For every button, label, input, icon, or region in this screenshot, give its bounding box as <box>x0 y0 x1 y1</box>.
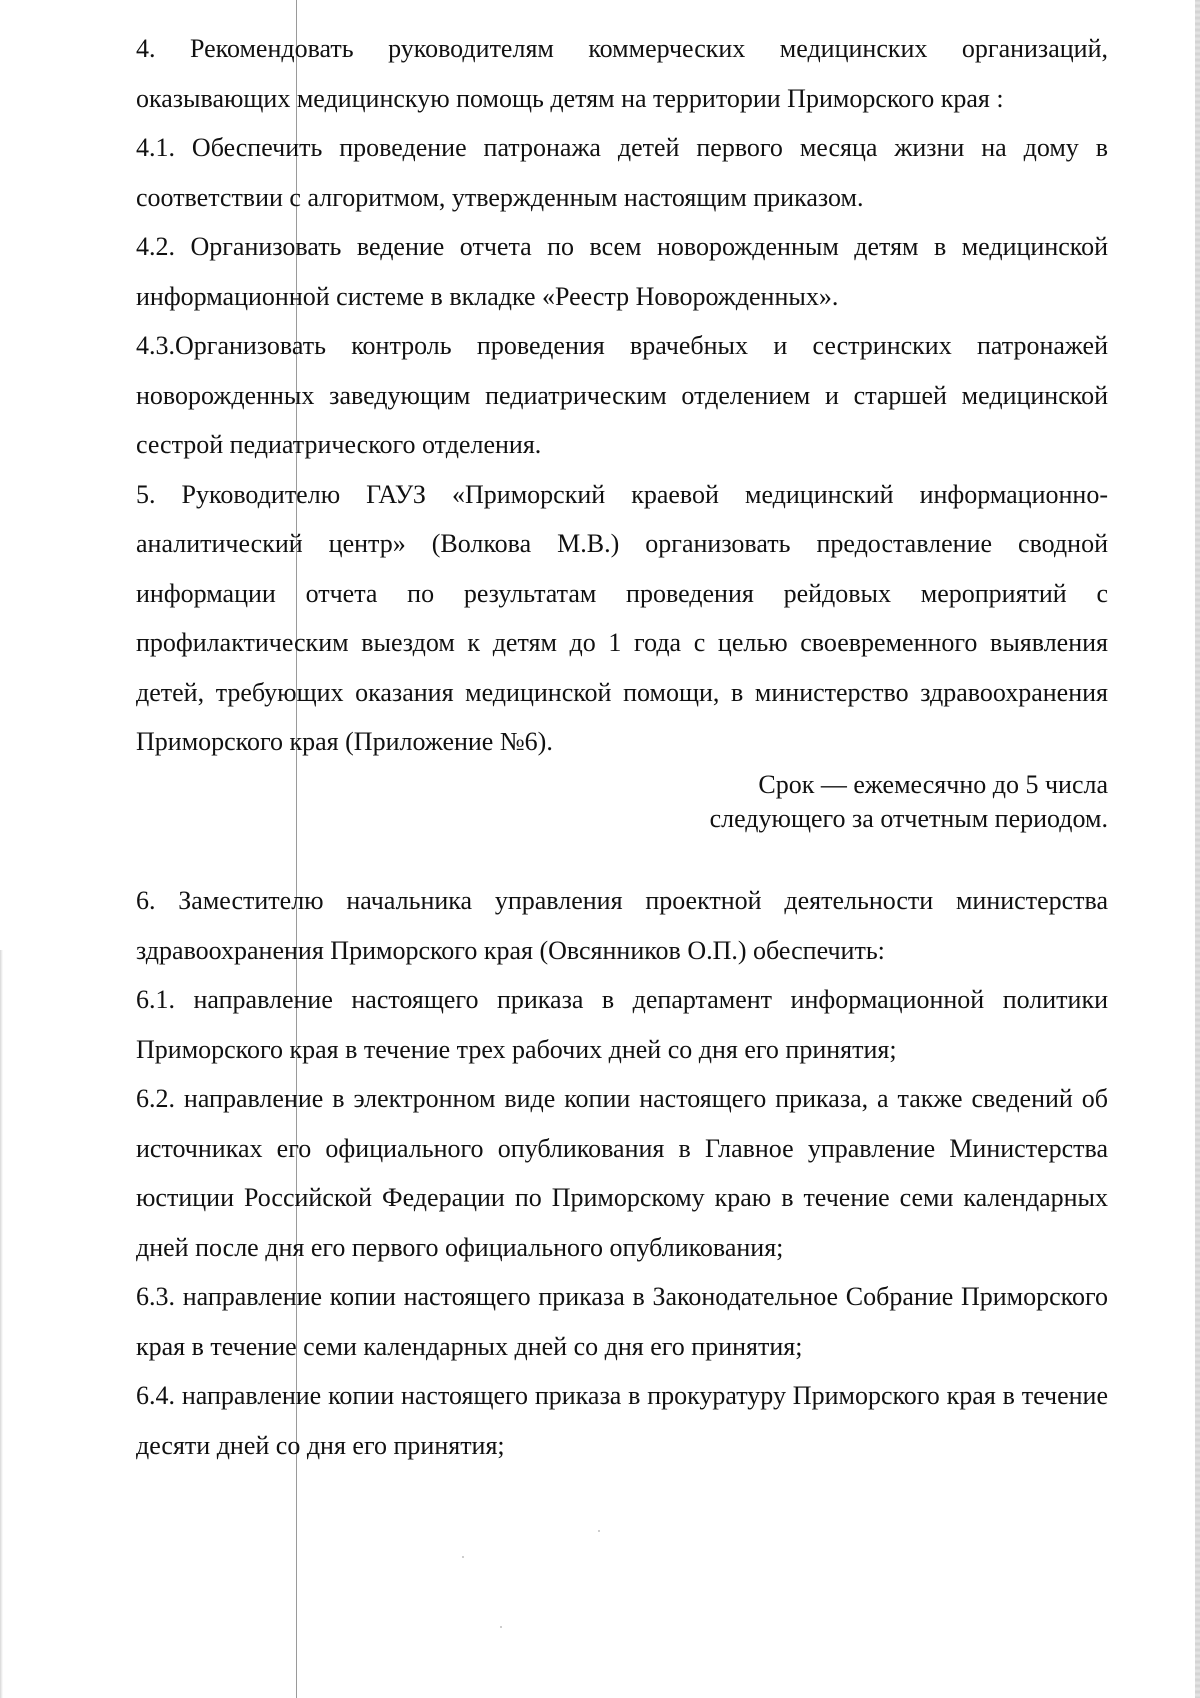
scan-speck <box>500 1626 502 1628</box>
deadline-block <box>710 768 1108 836</box>
document-body-top <box>136 24 1108 767</box>
paragraph-6: 6. Заместителю начальника управления проектной деятельности министерства здравоохранения Приморского края (Овсянников О.П.) обеспечить: <box>136 886 1108 965</box>
paragraph-6-3: 6.3. направление копии настоящего приказа в Законодательное Собрание Приморского края в течение семи календарных дней со дня его принятия; <box>136 1282 1108 1361</box>
paragraph-6-2: 6.2. направление в электронном виде копии настоящего приказа, а также сведений об источниках его официального опубликования в Главное управление Министерства юстиции Российской Федерации по Приморскому краю в течение семи календарных дней после дня его первого официального опубликования; <box>136 1084 1108 1262</box>
paragraph-4: 4. Рекомендовать руководителям коммерческих медицинских организаций, оказывающих медицинскую помощь детям на территории Приморского края : <box>136 34 1108 113</box>
document-body-bottom <box>136 876 1108 1470</box>
deadline-line-2: следующего за отчетным периодом. <box>709 804 1108 833</box>
paragraph-4-3: 4.3.Организовать контроль проведения врачебных и сестринских патронажей новорожденных заведующим педиатрическим отделением и старшей медицинской сестрой педиатрического отделения. <box>136 331 1108 459</box>
deadline-line-1: Срок — ежемесячно до 5 числа <box>758 770 1108 799</box>
paragraph-6-1: 6.1. направление настоящего приказа в департамент информационной политики Приморского края в течение трех рабочих дней со дня его принятия; <box>136 985 1108 1064</box>
scan-speck <box>598 1530 600 1532</box>
paragraph-4-2: 4.2. Организовать ведение отчета по всем новорожденным детям в медицинской информационной системе в вкладке «Реестр Новорожденных». <box>136 232 1108 311</box>
scan-edge-right <box>1195 0 1200 1698</box>
paragraph-4-1: 4.1. Обеспечить проведение патронажа детей первого месяца жизни на дому в соответствии с алгоритмом, утвержденным настоящим приказом. <box>136 133 1108 212</box>
scan-edge-left <box>0 950 3 1698</box>
paragraph-6-4: 6.4. направление копии настоящего приказа в прокуратуру Приморского края в течение десяти дней со дня его принятия; <box>136 1381 1108 1460</box>
scan-speck <box>462 1556 464 1558</box>
paragraph-5: 5. Руководителю ГАУЗ «Приморский краевой медицинский информационно-аналитический центр» (Волкова М.В.) организовать предоставление сводной информации отчета по результатам проведения рейдовых мероприятий с профилактическим выездом к детям до 1 года с целью своевременного выявления детей, требующих оказания медицинской помощи, в министерство здравоохранения Приморского края (Приложение №6). <box>136 479 1108 756</box>
